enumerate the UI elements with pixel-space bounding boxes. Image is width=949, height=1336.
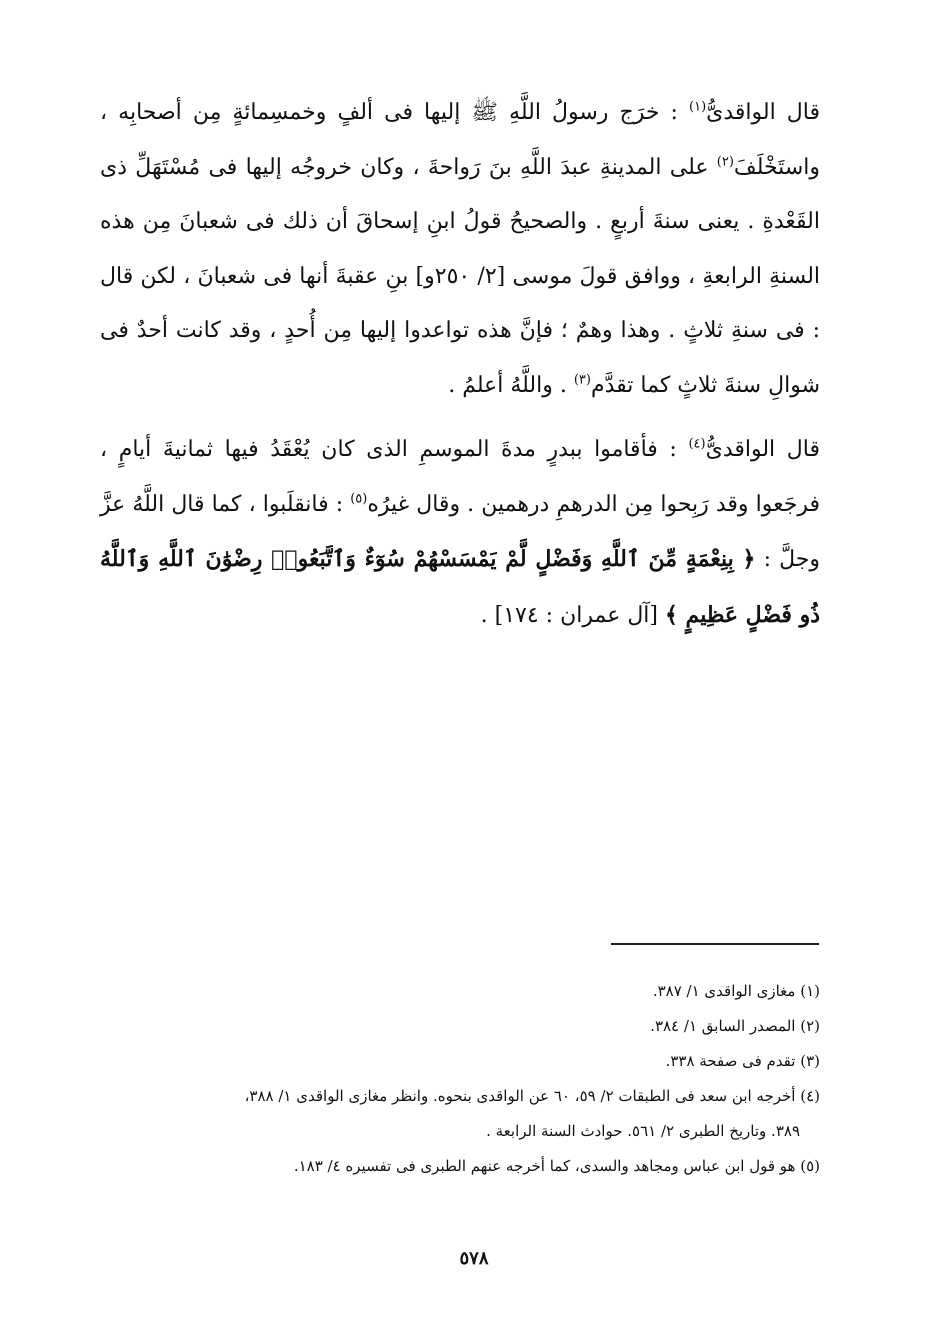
text-span: . واللَّهُ أعلمُ . [448, 372, 574, 398]
footnote-3: (٣) تقدم فى صفحة ٣٣٨. [665, 1052, 820, 1070]
verse-citation: [آل عمران : ١٧٤] . [480, 602, 665, 628]
footnote-divider [611, 943, 819, 945]
footnote-2: (٢) المصدر السابق ١/ ٣٨٤. [650, 1017, 820, 1035]
footnote-ref-5[interactable]: (٥) [350, 491, 368, 507]
text-span: قال الواقدىُّ [705, 437, 820, 462]
footnote-ref-1[interactable]: (١) [689, 99, 707, 115]
footnote-ref-2[interactable]: (٢) [716, 154, 734, 170]
footnote-4: (٤) أخرجه ابن سعد فى الطبقات ٢/ ٥٩، ٦٠ عن الواقدى بنحوه. وانظر مغازى الواقدى ١/ ٣٨٨، [244, 1087, 820, 1105]
text-span: على المدينةِ عبدَ اللَّهِ بنَ رَواحةَ ، وكان خروجُه إليها فى مُسْتَهَلِّ ذى القَعْدةِ . يعنى سنةَ أربعٍ . والصحيحُ قولُ ابنِ إسحاقَ أن ذلك فى شعبانَ مِن هذه السنةِ الرابعةِ ، ووافق قولَ موسى [٢/ ٢٥٠و] بنِ عقبةَ أنها فى شعبانَ ، لكن قال : فى سنةِ ثلاثٍ . وهذا وهمٌ ؛ فإنَّ هذه تواعدوا إليها مِن أُحدٍ ، وقد كانت أحدٌ فى شوالِ سنةَ ثلاثٍ كما تقدَّم [100, 154, 821, 398]
paragraph-waqidi-badr [100, 423, 820, 643]
footnote-ref-4[interactable]: (٤) [688, 436, 706, 452]
text-span: : فأقاموا ببدرٍ مدةَ الموسمِ الذى كان يُعْقَدُ فيها ثمانيةَ أيامٍ ، فرجَعوا وقد رَبِحوا مِن الدرهمِ درهمين . وقال غيرُه [100, 437, 820, 517]
footnote-4-continued: ٣٨٩. وتاريخ الطبرى ٢/ ٥٦١. حوادث السنة الرابعة . [486, 1122, 800, 1140]
text-span: : فانقلَبوا ، كما قال اللَّهُ عزَّ وجلَّ : [100, 491, 820, 572]
footnote-1: (١) مغازى الواقدى ١/ ٣٨٧. [652, 982, 820, 1000]
main-text [100, 86, 820, 653]
quran-verse: ﴿ بِنِعْمَةٍ مِّنَ ٱللَّهِ وَفَضْلٍ لَّمْ يَمْسَسْهُمْ سُوٓءٌ وَٱتَّبَعُوا۟ رِضْوَٰنَ ٱللَّهِ وَٱللَّهُ ذُو فَضْلٍ عَظِيمٍ ﴾ [100, 546, 820, 628]
text-span: قال الواقدىُّ [706, 100, 820, 125]
footnotes [100, 974, 820, 1184]
paragraph-waqidi-departure [100, 86, 820, 413]
footnote-ref-3[interactable]: (٣) [573, 372, 591, 388]
text-span: : خرَج رسولُ اللَّهِ ﷺ إليها فى ألفٍ وخمسِمائةٍ مِن أصحابِه ، واستَخْلَفَ [100, 100, 820, 180]
footnote-5: (٥) هو قول ابن عباس ومجاهد والسدى، كما أخرجه عنهم الطبرى فى تفسيره ٤/ ١٨٣. [293, 1157, 820, 1175]
page-number: ٥٧٨ [459, 1248, 489, 1269]
